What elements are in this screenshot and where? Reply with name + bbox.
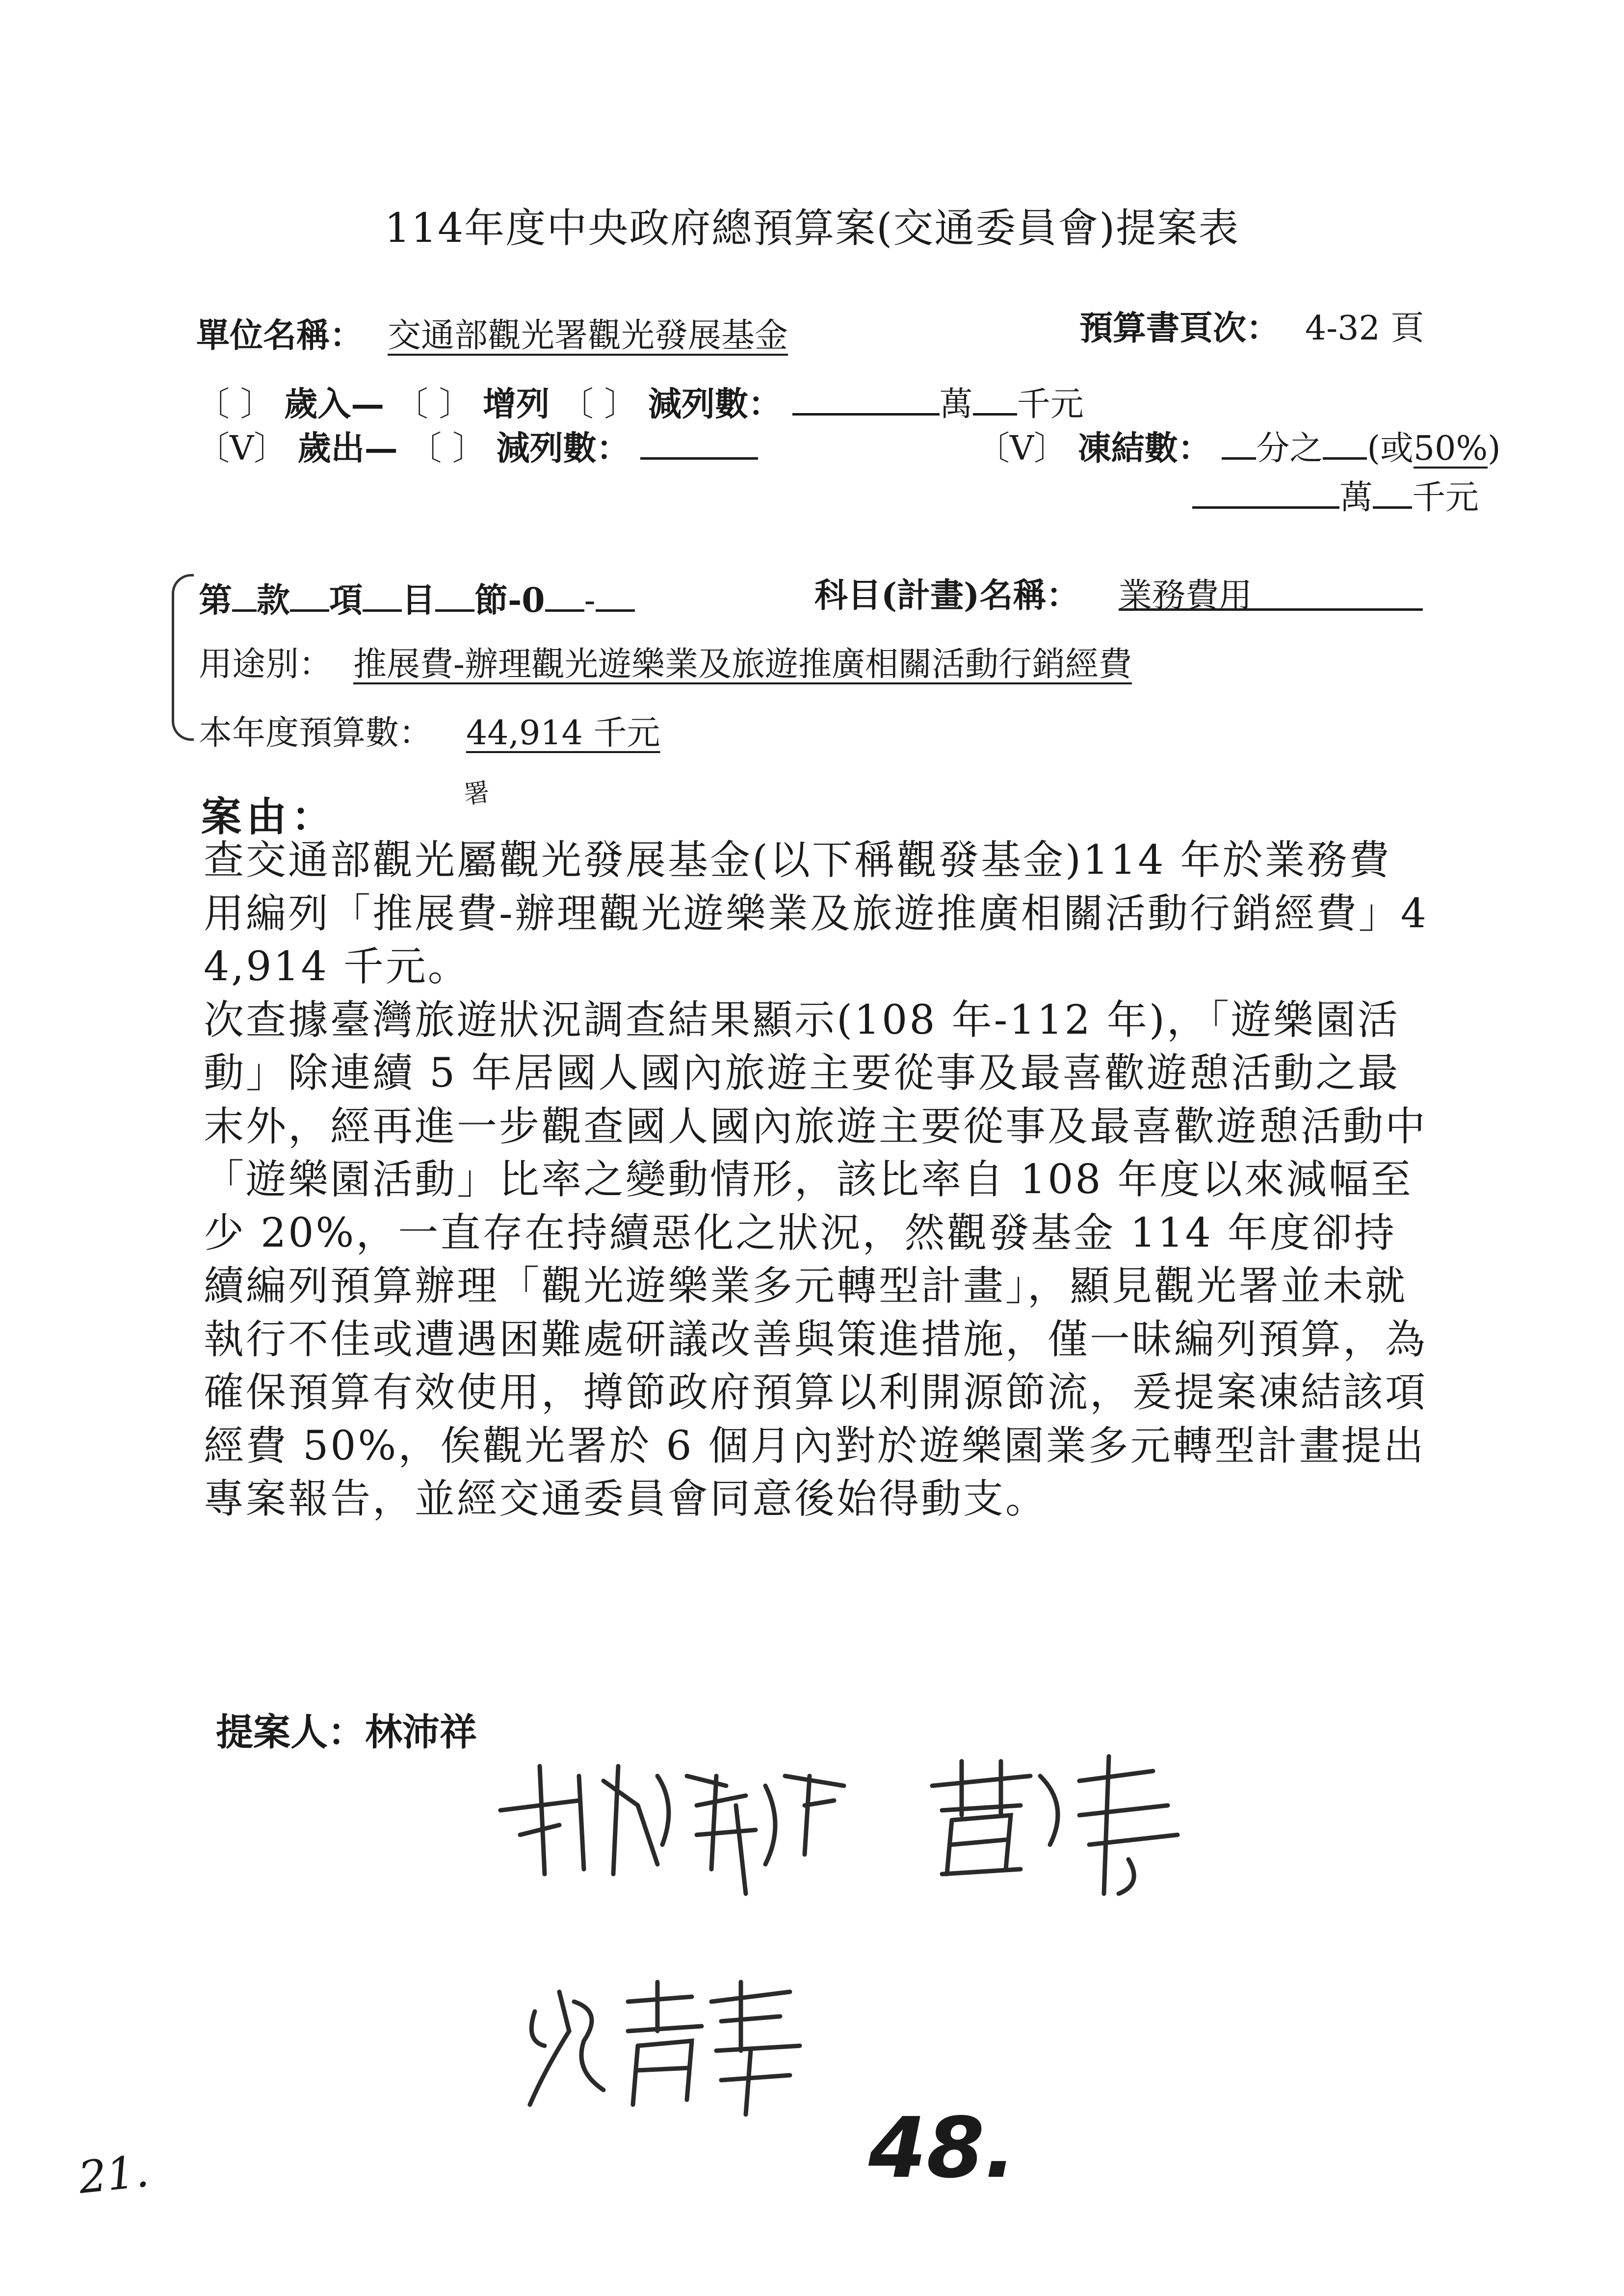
kuan-label: 款 — [257, 581, 290, 620]
proposer-line — [216, 1702, 477, 1756]
freeze-close: ) — [1488, 429, 1501, 468]
increase-checkbox: 〔 〕 — [394, 385, 472, 424]
freeze-line — [976, 422, 1501, 470]
freeze-percent: 50% — [1413, 429, 1488, 468]
page-mark-left: 21. — [76, 2145, 152, 2204]
revenue-checkbox: 〔 〕 — [196, 385, 274, 424]
xiang-blank — [290, 582, 329, 612]
revenue-line — [196, 378, 1084, 425]
budget-value: 44,914 千元 — [466, 714, 660, 753]
revenue-wan-unit: 萬 — [939, 385, 973, 424]
jie-sub2-blank — [596, 582, 635, 612]
expense-decrease-checkbox: 〔 〕 — [408, 429, 486, 468]
handwritten-correction: 署 — [462, 777, 492, 810]
jie-label: 節-0 — [474, 581, 545, 620]
expense-checkbox: 〔V〕 — [196, 429, 288, 468]
freeze-qian-unit: 千元 — [1412, 478, 1479, 517]
increase-label: 增列 — [483, 385, 550, 424]
freeze-checkbox: 〔V〕 — [976, 429, 1068, 468]
expense-decrease-label: 減列數： — [496, 429, 630, 468]
mu-label: 目 — [402, 581, 436, 620]
page-ref-value: 4-32 頁 — [1305, 309, 1424, 348]
decrease-label: 減列數： — [648, 385, 782, 424]
unit-value: 交通部觀光署觀光發展基金 — [388, 316, 788, 355]
form-title: 114年度中央政府總預算案(交通委員會)提案表 — [384, 205, 1240, 252]
freeze-denominator-blank — [1323, 430, 1367, 460]
freeze-or: (或 — [1367, 429, 1414, 468]
page-ref-label: 預算書頁次： — [1079, 309, 1280, 348]
case-heading: 案由： — [201, 793, 337, 840]
signature-2 — [515, 1972, 819, 2119]
revenue-wan-blank — [792, 386, 940, 416]
subject-label: 科目(計畫)名稱： — [814, 576, 1080, 615]
freeze-amount-line — [1192, 471, 1479, 519]
freeze-label: 凍結數： — [1077, 429, 1211, 468]
jie-sub-blank — [545, 582, 584, 612]
budget-label: 本年度預算數： — [199, 714, 433, 753]
revenue-qian-blank — [973, 386, 1017, 416]
case-body — [204, 834, 1430, 1526]
freeze-numerator-blank — [1222, 430, 1256, 460]
freeze-wan-blank — [1192, 479, 1339, 509]
case-paragraph-2: 次查據臺灣旅遊狀況調查結果顯示(108 年-112 年)，「遊樂園活動」除連續 5 年居國人國內旅遊主要從事及最喜歡遊憩活動之最末外，經再進一步觀查國人國內旅遊主要從事及最喜歡遊憩活動中「遊樂園活動」比率之變動情形，該比率自 108 年度以來減幅至少 20%，一直存在持續惡化之狀況，然觀發基金 114 年度卻持續編列預算辦理「觀光遊樂業多元轉型計畫」，顯見觀光署並未就執行不佳或遭遇困難處研議改善與策進措施，僅一昧編列預算，為確保預算有效使用，撙節政府預算以利開源節流，爰提案凍結該項經費 50%，俟觀光署於 6 個月內對於遊樂園業多元轉型計畫提出專案報告，並經交通委員會同意後始得動支。 — [204, 996, 1428, 1522]
proposer-label: 提案人： — [216, 1710, 365, 1754]
jie-dash: - — [584, 581, 596, 620]
proposer-name: 林沛祥 — [365, 1710, 477, 1754]
section-bracket — [172, 574, 194, 741]
signature-2-text — [515, 1972, 517, 1973]
expense-line — [196, 422, 758, 470]
expense-label: 歲出— — [297, 429, 398, 468]
section-row-1 — [199, 574, 635, 622]
freeze-fen: 分之 — [1256, 429, 1323, 468]
kuan-prefix: 第 — [199, 581, 233, 620]
usage-value: 推展費-辦理觀光遊樂業及旅遊推廣相關活動行銷經費 — [353, 645, 1132, 684]
xiang-label: 項 — [329, 581, 363, 620]
usage-label: 用途別： — [199, 645, 333, 684]
mu-blank — [363, 582, 402, 612]
decrease-checkbox: 〔 〕 — [560, 385, 638, 424]
kuan-blank — [232, 582, 257, 612]
freeze-qian-blank — [1373, 479, 1412, 509]
signature-1 — [491, 1747, 1227, 1904]
unit-label: 單位名稱： — [196, 316, 364, 355]
expense-decrease-blank — [640, 430, 758, 460]
case-paragraph-1: 查交通部觀光屬觀光發展基金(以下稱觀發基金)114 年於業務費用編列「推展費-辦理觀光遊樂業及旅遊推廣相關活動行銷經費」44,914 千元。 — [204, 837, 1428, 990]
page-number: 48. — [868, 2100, 1017, 2197]
revenue-qian-unit: 千元 — [1017, 385, 1084, 424]
revenue-label: 歲入— — [284, 385, 385, 424]
freeze-wan-unit: 萬 — [1339, 478, 1373, 517]
subject-value: 業務費用 — [1119, 569, 1423, 611]
jie-blank — [435, 582, 474, 612]
